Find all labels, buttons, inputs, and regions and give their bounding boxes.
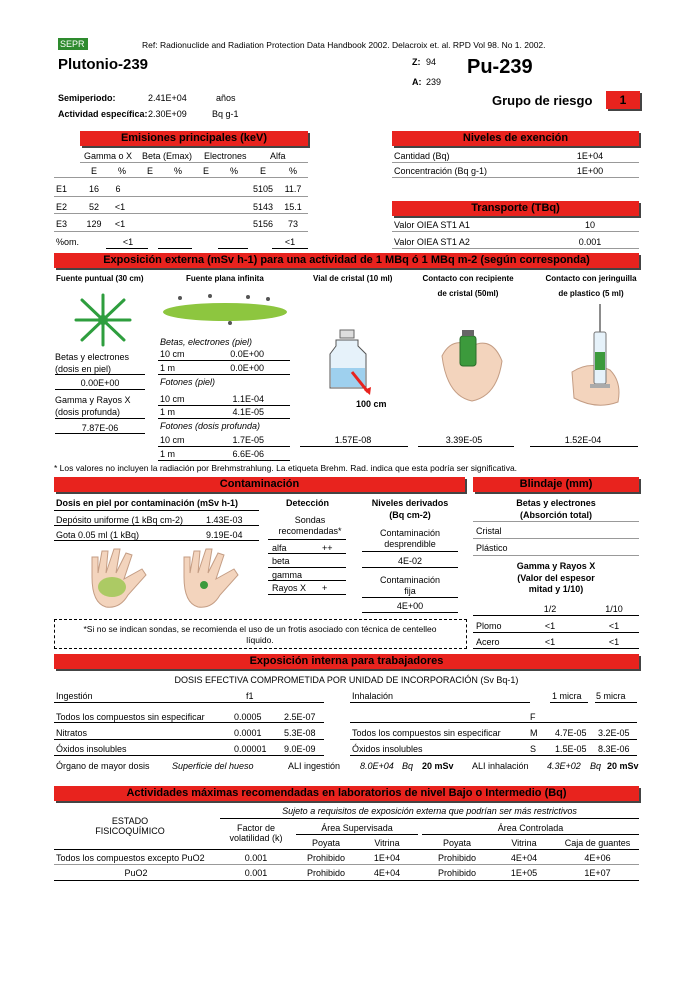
emissions-cell: <1 — [114, 202, 126, 212]
external-col-plane: Fuente plana infinita — [186, 274, 264, 283]
half-life-label: Semiperiodo: — [58, 93, 116, 103]
skin-dose-value: 9.19E-04 — [206, 530, 243, 540]
lab-k: 0.001 — [244, 853, 268, 863]
f1-label: f1 — [246, 691, 254, 701]
lab-value: Prohibido — [306, 853, 346, 863]
transport-label: Valor OIEA ST1 A1 — [394, 220, 470, 230]
internal-title: Exposición interna para trabajadores — [54, 654, 639, 669]
vial-value: 1.57E-08 — [334, 435, 372, 445]
ingestion-dose: 5.3E-08 — [284, 728, 316, 738]
derived-title-2: (Bq cm-2) — [389, 510, 431, 520]
point-beta-label-2: (dosis en piel) — [55, 364, 112, 374]
contamination-note: *Si no se indican sondas, se recomienda el uso de un frotis asociado con técnica de centelleo — [83, 624, 437, 634]
probe-type: gamma — [272, 570, 303, 580]
external-col-bottle: Contacto con recipiente — [422, 274, 514, 283]
inhalation-compound: Todos los compuestos sin especificar — [352, 728, 501, 738]
probe-type: Rayos X — [272, 583, 307, 593]
ingestion-compound: Nitratos — [56, 728, 88, 738]
transport-value: 10 — [584, 220, 595, 230]
emissions-group-gamma: Gamma o X — [84, 151, 133, 161]
shielding-gamma-title-3: mitad y 1/10) — [528, 584, 584, 594]
shielding-tenth-value: <1 — [608, 621, 620, 631]
skin-dose-label: Gota 0.05 ml (1 kBq) — [56, 530, 140, 540]
plane-value: 0.0E+00 — [230, 363, 264, 373]
external-col-point: Fuente puntual (30 cm) — [56, 274, 144, 283]
emissions-cell: 16 — [88, 184, 99, 194]
fixed-label: Contaminación — [379, 575, 441, 585]
fixed-label-2: fija — [404, 586, 416, 596]
plane-distance: 1 m — [160, 449, 176, 459]
z-label: Z: — [412, 57, 421, 67]
point-gamma-value: 7.87E-06 — [81, 423, 119, 433]
internal-subtitle: DOSIS EFECTIVA COMPROMETIDA POR UNIDAD DE INCORPORACIÓN (Sv Bq-1) — [174, 675, 519, 685]
nuclide-symbol: Pu-239 — [467, 56, 533, 78]
emissions-row-label: E3 — [56, 219, 68, 229]
probe-type: beta — [272, 556, 290, 566]
external-col-syringe: Contacto con jeringuilla — [545, 274, 637, 283]
lab-col: Vitrina — [511, 838, 537, 848]
lab-col: Poyata — [311, 838, 341, 848]
transport-title: Transporte (TBq) — [392, 201, 639, 216]
emissions-subheader: E — [146, 166, 153, 176]
exemption-value: 1E+00 — [576, 166, 604, 176]
emissions-cell: 52 — [88, 202, 99, 212]
lab-col: Poyata — [442, 838, 472, 848]
emissions-subheader: % — [173, 166, 182, 176]
emissions-cell: 129 — [86, 219, 102, 229]
inhalation-5micron: 8.3E-06 — [598, 744, 630, 754]
syringe-value: 1.52E-04 — [564, 435, 602, 445]
vial-icon — [326, 328, 376, 398]
shielding-beta-title: Betas y electrones — [516, 498, 596, 508]
ingestion-dose: 9.0E-09 — [284, 744, 316, 754]
inhalation-class: M — [530, 728, 538, 738]
shielding-beta-label: Cristal — [476, 526, 502, 536]
lab-value: 1E+04 — [373, 853, 401, 863]
external-col-syringe-2: de plastico (5 ml) — [558, 289, 624, 298]
point-beta-value: 0.00E+00 — [80, 378, 120, 388]
shielding-gamma-label: Acero — [476, 637, 500, 647]
lab-k: 0.001 — [244, 868, 268, 878]
plane-source-icon — [160, 290, 290, 330]
ali-ingestion-unit: Bq — [402, 761, 414, 771]
inhalation-compound: Óxidos insolubles — [352, 744, 423, 754]
probe-type: alfa — [272, 543, 287, 553]
lab-title: Actividades máximas recomendadas en laboratorios de nivel Bajo o Intermedio (Bq) — [54, 786, 639, 801]
shielding-tenth-value: <1 — [608, 637, 620, 647]
lab-value: 4E+04 — [510, 853, 538, 863]
emissions-subheader: E — [259, 166, 266, 176]
shielding-title: Blindaje (mm) — [473, 477, 639, 492]
plane-value: 0.0E+00 — [230, 349, 264, 359]
probe-rec: + — [322, 583, 328, 593]
plane-distance: 10 cm — [160, 435, 185, 445]
ingestion-f1: 0.0001 — [234, 728, 262, 738]
lab-state: PuO2 — [124, 868, 148, 878]
plane-value: 1.1E-04 — [232, 394, 264, 404]
shielding-beta-title-2: (Absorción total) — [520, 510, 592, 520]
shielding-half-value: <1 — [544, 637, 556, 647]
derived-title: Niveles derivados — [371, 498, 449, 508]
plane-photon-skin-title: Fotones (piel) — [160, 377, 216, 387]
a-value: 239 — [426, 77, 442, 87]
hand-drop-icon — [176, 547, 246, 611]
inhalation-1micron: 1.5E-05 — [555, 744, 587, 754]
lab-value: 1E+05 — [510, 868, 538, 878]
ingestion-label: Ingestión — [56, 691, 93, 701]
shielding-beta-label: Plástico — [476, 543, 508, 553]
half-life-unit: años — [216, 93, 236, 103]
shielding-gamma-label: Plomo — [476, 621, 502, 631]
emissions-cell: 73 — [287, 219, 298, 229]
lab-supervised: Área Supervisada — [321, 823, 393, 833]
transport-value: 0.001 — [578, 237, 602, 247]
lab-state-label-2: FISICOQUÍMICO — [95, 826, 165, 836]
syringe-icon — [560, 302, 640, 412]
skin-dose-title: Dosis en piel por contaminación (mSv h-1) — [56, 498, 239, 508]
activity-unit: Bq g-1 — [212, 109, 239, 119]
point-gamma-label-2: (dosis profunda) — [55, 407, 121, 417]
emissions-row-label: E1 — [56, 184, 68, 194]
plane-beta-title: Betas, electrones (piel) — [160, 337, 253, 347]
lab-value: Prohibido — [437, 853, 477, 863]
lab-value: 4E+06 — [584, 853, 611, 863]
nuclide-name: Plutonio-239 — [58, 56, 149, 73]
emissions-group-electrons: Electrones — [204, 151, 247, 161]
shielding-col-half: 1/2 — [543, 604, 557, 614]
activity-value: 2.30E+09 — [148, 109, 187, 119]
risk-group-value: 1 — [606, 91, 640, 109]
plane-distance: 10 cm — [160, 394, 185, 404]
emissions-subheader: % — [288, 166, 297, 176]
ali-inhalation-value: 4.3E+02 — [547, 761, 581, 771]
removable-label: Contaminación — [379, 528, 441, 538]
plane-value: 4.1E-05 — [232, 407, 264, 417]
shielding-col-tenth: 1/10 — [605, 604, 623, 614]
lab-factor-label: Factor de — [236, 823, 276, 833]
probe-rec: ++ — [322, 543, 333, 553]
lab-col: Vitrina — [374, 838, 400, 848]
emissions-group-beta: Beta (Emax) — [142, 151, 193, 161]
z-value: 94 — [426, 57, 437, 67]
ali-inhalation-unit: Bq — [590, 761, 602, 771]
emissions-group-alpha: Alfa — [270, 151, 286, 161]
ali-ingestion-msv: 20 mSv — [422, 761, 454, 771]
micron5-label: 5 micra — [596, 691, 626, 701]
emissions-cell: 15.1 — [284, 202, 302, 212]
transport-label: Valor OIEA ST1 A2 — [394, 237, 470, 247]
ali-inhalation-msv: 20 mSv — [607, 761, 639, 771]
ingestion-compound: Todos los compuestos sin especificar — [56, 712, 205, 722]
inhalation-class: S — [530, 744, 537, 754]
ali-ingestion-value: 8.0E+04 — [360, 761, 394, 771]
plane-photon-deep-title: Fotones (dosis profunda) — [160, 421, 261, 431]
exemption-value: 1E+04 — [576, 151, 604, 161]
detection-sub-2: recomendadas* — [278, 526, 342, 536]
external-col-vial: Vial de cristal (10 ml) — [313, 274, 393, 283]
point-beta-label: Betas y electrones — [55, 352, 130, 362]
emissions-subheader: % — [117, 166, 126, 176]
lab-value: Prohibido — [437, 868, 477, 878]
organ-label: Órgano de mayor dosis — [56, 761, 150, 771]
emissions-cell: 6 — [115, 184, 121, 194]
reference-text: Ref: Radionuclide and Radiation Protection Data Handbook 2002. Delacroix et. al. RPD Vol 98. No 1. 2002. — [142, 40, 546, 50]
skin-dose-label: Depósito uniforme (1 kBq cm-2) — [56, 515, 184, 525]
ingestion-f1: 0.0005 — [234, 712, 262, 722]
shielding-gamma-title-2: (Valor del espesor — [517, 573, 595, 583]
plane-distance: 1 m — [160, 363, 176, 373]
shielding-gamma-title: Gamma y Rayos X — [516, 561, 596, 571]
detection-sub: Sondas — [294, 515, 326, 525]
lab-factor-label-2: volatilidad (k) — [229, 833, 283, 843]
risk-group-label: Grupo de riesgo — [492, 93, 593, 108]
emissions-cell: 5105 — [252, 184, 274, 194]
detection-title: Detección — [286, 498, 330, 508]
emissions-subheader: E — [90, 166, 97, 176]
shielding-half-value: <1 — [544, 621, 556, 631]
skin-dose-value: 1.43E-03 — [206, 515, 243, 525]
emissions-title: Emisiones principales (keV) — [80, 131, 308, 146]
external-col-bottle-2: de cristal (50ml) — [437, 289, 499, 298]
removable-value: 4E-02 — [397, 556, 423, 566]
exemption-label: Concentración (Bq g-1) — [394, 166, 488, 176]
plane-distance: 10 cm — [160, 349, 185, 359]
point-gamma-label: Gamma y Rayos X — [55, 395, 131, 405]
point-source-icon — [68, 290, 138, 350]
inhalation-5micron: 3.2E-05 — [598, 728, 630, 738]
lab-col: Caja de guantes — [564, 838, 631, 848]
emissions-subheader: E — [202, 166, 209, 176]
lab-value: Prohibido — [306, 868, 346, 878]
plane-value: 1.7E-05 — [232, 435, 264, 445]
lab-state: Todos los compuestos excepto PuO2 — [56, 853, 205, 863]
external-footnote: * Los valores no incluyen la radiación por Brehmstrahlung. La etiqueta Brehm. Rad. indica que esta podría ser significativa. — [54, 463, 518, 473]
ingestion-f1: 0.00001 — [234, 744, 267, 754]
emissions-cell: 5143 — [252, 202, 274, 212]
emissions-row-label: E2 — [56, 202, 68, 212]
external-title: Exposición externa (mSv h-1) para una actividad de 1 MBq ó 1 MBq m-2 (según corresponda) — [54, 253, 639, 268]
micron1-label: 1 micra — [552, 691, 582, 701]
vial-distance: 100 cm — [356, 399, 387, 409]
lab-value: 4E+04 — [373, 868, 401, 878]
emissions-total-cell: <1 — [122, 237, 134, 247]
lab-state-label: ESTADO — [111, 816, 149, 826]
exemption-label: Cantidad (Bq) — [394, 151, 450, 161]
lab-value: 1E+07 — [584, 868, 611, 878]
hand-uniform-icon — [84, 547, 154, 611]
inhalation-label: Inhalación — [352, 691, 394, 701]
fixed-value: 4E+00 — [396, 601, 424, 611]
half-life-value: 2.41E+04 — [148, 93, 187, 103]
sepr-logo-text: SEPR — [60, 39, 85, 49]
removable-label-2: desprendible — [384, 539, 436, 549]
emissions-total-label: %om. — [56, 237, 80, 247]
inhalation-class: F — [530, 712, 536, 722]
ali-ingestion-label: ALI ingestión — [288, 761, 341, 771]
organ-value: Superficie del hueso — [172, 761, 254, 771]
contamination-title: Contaminación — [54, 477, 465, 492]
contamination-note-2: líquido. — [246, 635, 274, 645]
lab-controlled: Área Controlada — [497, 823, 564, 833]
emissions-total-cell: <1 — [284, 237, 296, 247]
lab-subtitle: Sujeto a requisitos de exposición externa que podrían ser más restrictivos — [282, 806, 577, 816]
bottle-value: 3.39E-05 — [445, 435, 483, 445]
emissions-cell: 5156 — [252, 219, 274, 229]
plane-distance: 1 m — [160, 407, 176, 417]
emissions-subheader: % — [229, 166, 238, 176]
activity-label: Actividad específica: — [58, 109, 148, 119]
emissions-cell: 11.7 — [284, 184, 302, 194]
bottle-hand-icon — [432, 316, 512, 406]
emissions-cell: <1 — [114, 219, 126, 229]
ingestion-dose: 2.5E-07 — [284, 712, 316, 722]
plane-value: 6.6E-06 — [232, 449, 264, 459]
a-label: A: — [412, 77, 422, 87]
exemption-title: Niveles de exención — [392, 131, 639, 146]
ali-inhalation-label: ALI inhalación — [472, 761, 529, 771]
ingestion-compound: Óxidos insolubles — [56, 744, 127, 754]
inhalation-1micron: 4.7E-05 — [555, 728, 587, 738]
